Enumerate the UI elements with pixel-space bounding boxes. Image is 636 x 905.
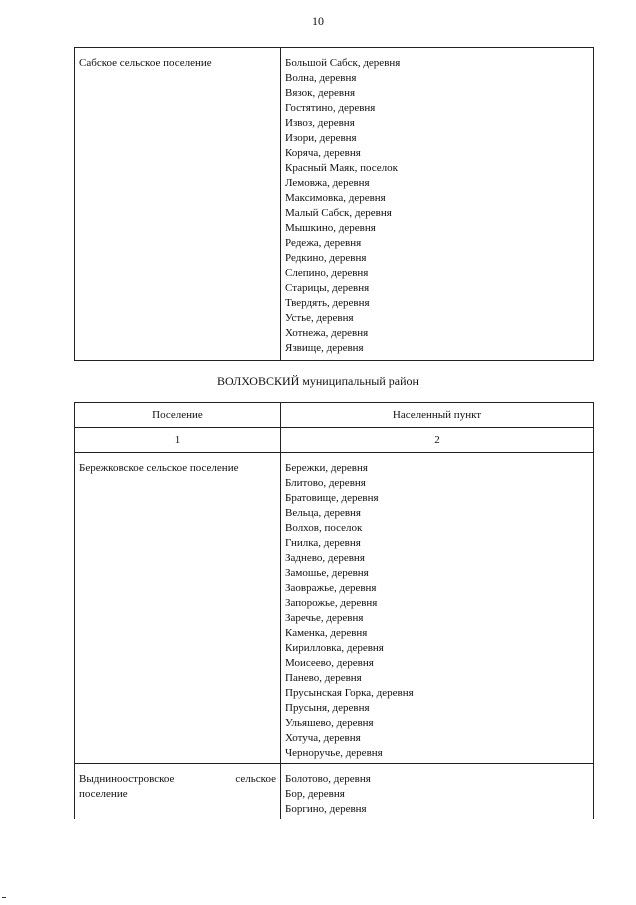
locality-item: Малый Сабск, деревня: [285, 207, 392, 219]
locality-item: Блитово, деревня: [285, 477, 366, 489]
page-number: 10: [312, 14, 324, 28]
locality-item: Извоз, деревня: [285, 117, 355, 129]
locality-item: Гостятино, деревня: [285, 102, 376, 114]
settlement-name-line2: поселение: [79, 788, 128, 800]
column-header-locality: Населенный пункт: [281, 403, 594, 428]
header-row: [75, 403, 594, 428]
locality-item: Ульяшево, деревня: [285, 717, 374, 729]
locality-item: Гнилка, деревня: [285, 537, 361, 549]
locality-item: Язвище, деревня: [285, 342, 364, 354]
locality-item: Прусынская Горка, деревня: [285, 687, 414, 699]
table-row: [75, 48, 594, 361]
locality-item: Братовище, деревня: [285, 492, 379, 504]
locality-item: Устье, деревня: [285, 312, 354, 324]
locality-item: Волхов, поселок: [285, 522, 363, 534]
locality-item: Хотуча, деревня: [285, 732, 361, 744]
locality-item: Вязок, деревня: [285, 87, 356, 99]
locality-item: Кирилловка, деревня: [285, 642, 384, 654]
locality-item: Заречье, деревня: [285, 612, 364, 624]
locality-item: Красный Маяк, поселок: [285, 162, 398, 174]
table-row: [75, 453, 594, 764]
locality-item: Редкино, деревня: [285, 252, 367, 264]
column-number-row: [75, 428, 594, 453]
column-header-settlement: Поселение: [75, 403, 281, 428]
settlement-cell: Сабское сельское поселение: [75, 48, 281, 361]
locality-item: Старицы, деревня: [285, 282, 370, 294]
locality-item: Коряча, деревня: [285, 147, 361, 159]
places-cell: [281, 48, 594, 361]
column-number-2: 2: [281, 428, 594, 453]
settlement-cell: Бережковское сельское поселение: [75, 453, 281, 764]
table-row: [75, 764, 594, 820]
locality-item: Слепино, деревня: [285, 267, 369, 279]
settlements-table-continued: [74, 47, 594, 361]
locality-item: Боргино, деревня: [285, 803, 367, 815]
locality-item: Вельца, деревня: [285, 507, 361, 519]
locality-item: Мышкино, деревня: [285, 222, 376, 234]
locality-item: Редежа, деревня: [285, 237, 362, 249]
scan-mark: [2, 897, 6, 898]
locality-item: Бережки, деревня: [285, 462, 368, 474]
locality-item: Хотнежа, деревня: [285, 327, 369, 339]
places-cell: [281, 764, 594, 820]
locality-item: Запорожье, деревня: [285, 597, 378, 609]
locality-item: Лемовжа, деревня: [285, 177, 370, 189]
district-heading: ВОЛХОВСКИЙ муниципальный район: [217, 374, 419, 388]
locality-item: Болотово, деревня: [285, 773, 371, 785]
locality-item: Максимовка, деревня: [285, 192, 386, 204]
locality-item: Изори, деревня: [285, 132, 357, 144]
locality-item: Каменка, деревня: [285, 627, 368, 639]
settlement-cell: [75, 764, 281, 820]
column-number-1: 1: [75, 428, 281, 453]
locality-item: Большой Сабск, деревня: [285, 57, 401, 69]
locality-item: Заднево, деревня: [285, 552, 365, 564]
locality-item: Замошье, деревня: [285, 567, 369, 579]
locality-item: Панево, деревня: [285, 672, 362, 684]
locality-item: Твердять, деревня: [285, 297, 370, 309]
locality-item: Моисеево, деревня: [285, 657, 374, 669]
places-cell: [281, 453, 594, 764]
settlement-name-line1: Выдниноостровское сельское: [79, 773, 276, 785]
locality-item: Бор, деревня: [285, 788, 345, 800]
locality-item: Прусыня, деревня: [285, 702, 370, 714]
locality-item: Заовражье, деревня: [285, 582, 377, 594]
locality-item: Черноручье, деревня: [285, 747, 383, 759]
settlements-table-volkhov: [74, 402, 594, 819]
locality-item: Волна, деревня: [285, 72, 357, 84]
